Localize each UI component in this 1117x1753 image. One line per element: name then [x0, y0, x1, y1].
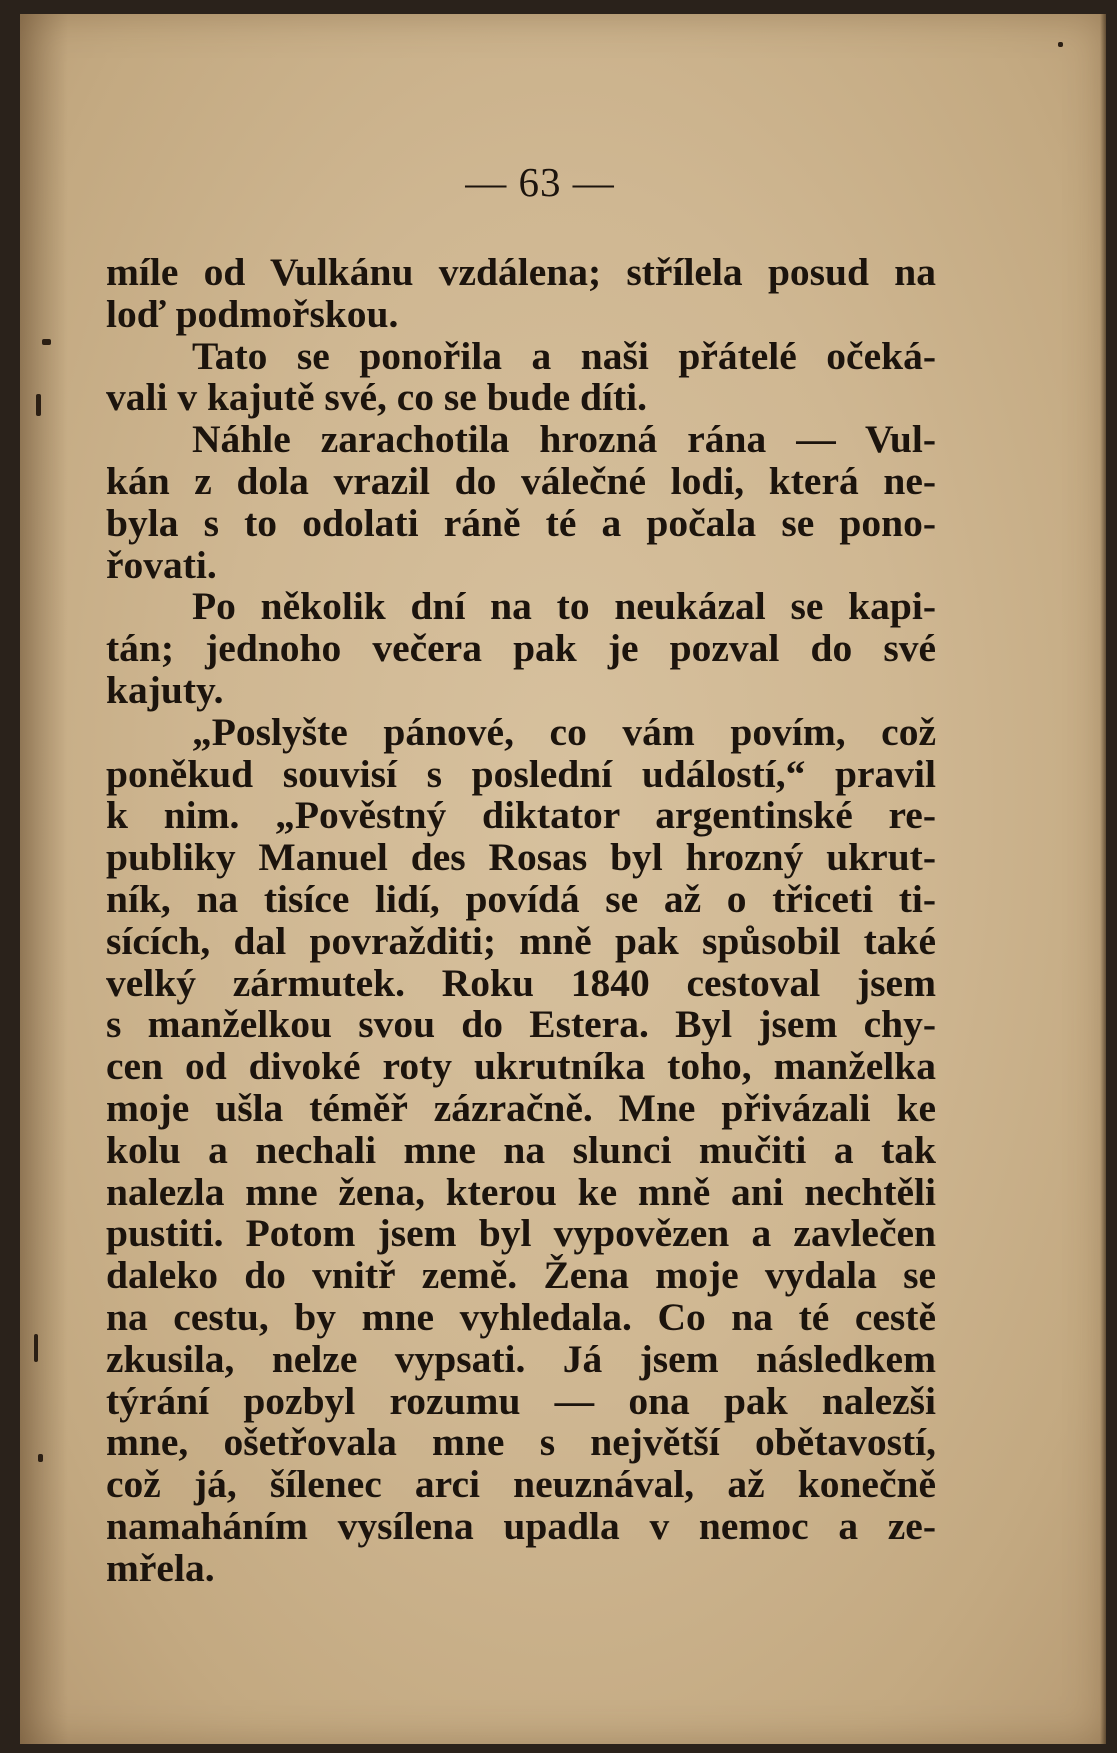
text-line: zkusila, nelze vypsati. Já jsem následkem — [106, 1336, 936, 1381]
text-line: k nim. „Pověstný diktator argentinské re- — [106, 793, 936, 838]
text-line: moje ušla téměř zázračně. Mne přivázali ke — [106, 1085, 936, 1130]
page-edge-shadow — [1100, 14, 1106, 1744]
text-line: velký zármutek. Roku 1840 cestoval jsem — [106, 960, 936, 1005]
text-line: což já, šílenec arci neuznával, až konečně — [106, 1462, 936, 1507]
text-line: nalezla mne žena, kterou ke mně ani nechtěli — [106, 1169, 936, 1214]
text-line: ník, na tisíce lidí, povídá se až o třiceti ti- — [106, 876, 936, 921]
text-line: cen od divoké roty ukrutníka toho, manželka — [106, 1044, 936, 1089]
text-line: publiky Manuel des Rosas byl hrozný ukrut- — [106, 835, 936, 880]
text-line: týrání pozbyl rozumu — ona pak nalezši — [106, 1378, 936, 1423]
text-line: Tato se ponořila a naši přátelé očeká- — [192, 333, 936, 378]
text-line: kolu a nechali mne na slunci mučiti a tak — [106, 1127, 936, 1172]
text-line: Náhle zarachotila hrozná rána — Vul- — [192, 417, 936, 462]
text-line: kajuty. — [106, 667, 224, 712]
body-text — [106, 252, 936, 1590]
margin-speck — [36, 394, 41, 416]
text-line: tán; jednoho večera pak je pozval do své — [106, 626, 936, 671]
text-line: poněkud souvisí s poslední událostí,“ pravil — [106, 751, 936, 796]
margin-speck — [1058, 42, 1063, 47]
text-line: sících, dal povražditi; mně pak spůsobil také — [106, 918, 936, 963]
text-line: na cestu, by mne vyhledala. Co na té cestě — [106, 1294, 936, 1339]
margin-speck — [42, 339, 51, 345]
text-line: loď podmořskou. — [106, 291, 399, 336]
text-line: řovati. — [106, 542, 217, 587]
text-line: pustiti. Potom jsem byl vypovězen a zavlečen — [106, 1211, 936, 1256]
text-line: s manželkou svou do Estera. Byl jsem chy- — [106, 1002, 936, 1047]
text-line: kán z dola vrazil do válečné lodi, která ne- — [106, 458, 936, 503]
page-gutter-shadow — [20, 14, 68, 1744]
margin-speck — [38, 1454, 43, 1462]
text-line: mřela. — [106, 1545, 215, 1590]
text-line: míle od Vulkánu vzdálena; střílela posud na — [106, 250, 936, 294]
text-line: byla s to odolati ráně té a počala se pono- — [106, 500, 936, 545]
text-line: vali v kajutě své, co se bude díti. — [106, 375, 647, 420]
text-line: mne, ošetřovala mne s největší obětavostí, — [106, 1420, 936, 1465]
page-number: — 63 — — [465, 159, 615, 205]
margin-speck — [34, 1334, 38, 1362]
text-line: daleko do vnitř země. Žena moje vydala se — [106, 1253, 936, 1298]
text-line: namaháním vysílena upadla v nemoc a ze- — [106, 1503, 936, 1548]
text-line: Po několik dní na to neukázal se kapi- — [192, 584, 936, 629]
text-line: „Poslyšte pánové, co vám povím, což — [192, 709, 936, 754]
